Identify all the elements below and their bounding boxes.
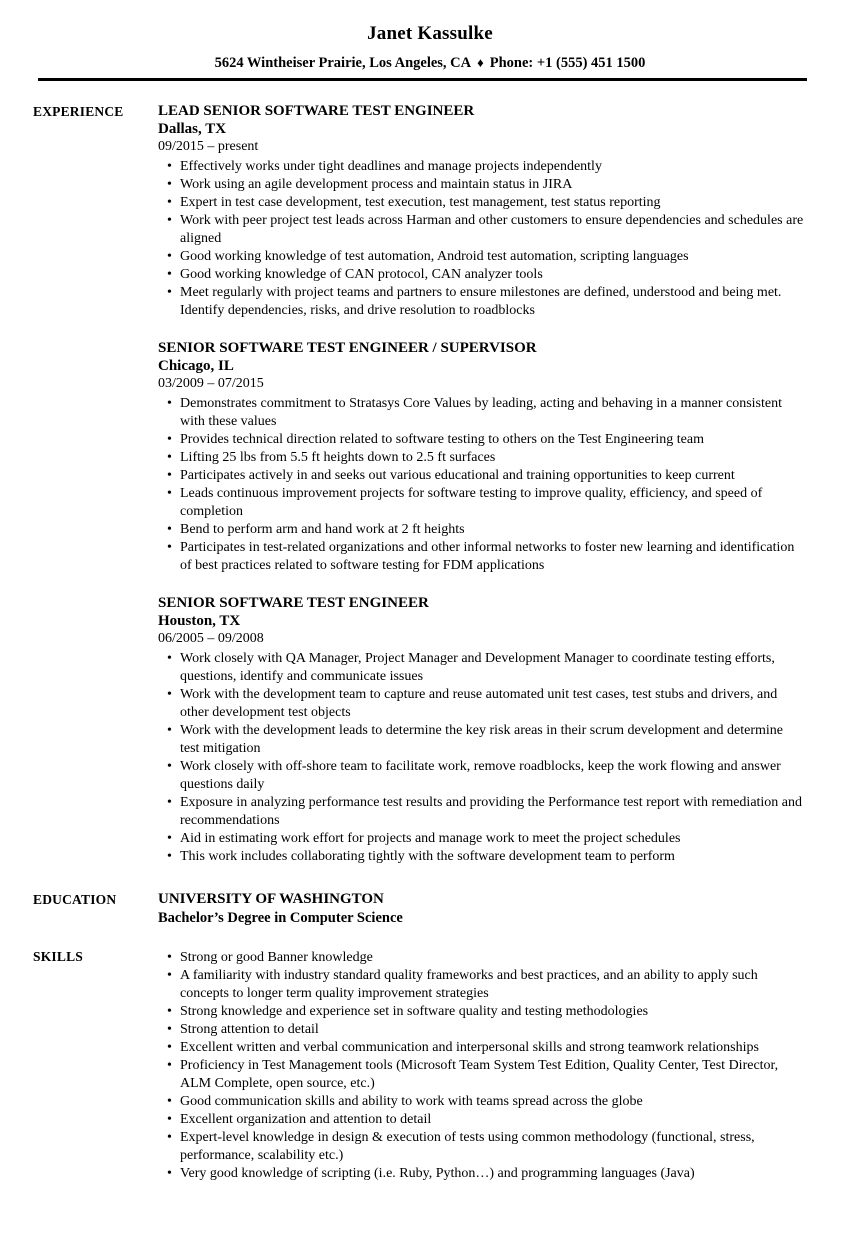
job-dates: 09/2015 – present xyxy=(158,139,259,154)
bullet-item: • Participates in test-related organizations and other informal networks to foster new learning and identification of best practices related to software testing for FDM applications xyxy=(180,539,805,575)
education-section xyxy=(33,890,805,928)
skills-section xyxy=(33,947,805,1183)
contact-line xyxy=(0,55,860,71)
contact-address: 5624 Wintheiser Prairie, Los Angeles, CA xyxy=(214,55,472,71)
header-divider xyxy=(38,78,807,81)
job-entry-2 xyxy=(158,339,805,575)
bullet-item: • Participates actively in and seeks out various educational and training opportunities to keep current xyxy=(180,467,805,485)
bullet-item: • Excellent written and verbal communication and interpersonal skills and strong teamwork relationships xyxy=(180,1039,805,1057)
job-bullet-list xyxy=(158,395,805,575)
bullet-item: • Exposure in analyzing performance test results and providing the Performance test report with remediation and recommendations xyxy=(180,794,805,830)
bullet-item: • Aid in estimating work effort for projects and manage work to meet the project schedules xyxy=(180,830,805,848)
bullet-item: • Strong attention to detail xyxy=(180,1021,805,1039)
bullet-item: • Very good knowledge of scripting (i.e. Ruby, Python…) and programming languages (Java) xyxy=(180,1165,805,1183)
bullet-item: • Demonstrates commitment to Stratasys Core Values by leading, acting and behaving in a manner consistent with these values xyxy=(180,395,805,431)
bullet-item: • Bend to perform arm and hand work at 2 ft heights xyxy=(180,521,805,539)
bullet-item: • This work includes collaborating tightly with the software development team to perform xyxy=(180,848,805,866)
degree-name: Bachelor’s Degree in Computer Science xyxy=(158,910,403,926)
bullet-item: • Work closely with QA Manager, Project Manager and Development Manager to coordinate testing efforts, questions, identify and communicate issues xyxy=(180,650,805,686)
bullet-item: • Good working knowledge of test automation, Android test automation, scripting languages xyxy=(180,248,805,266)
diamond-icon: ♦ xyxy=(477,55,484,70)
job-bullet-list xyxy=(158,158,805,320)
school-name: UNIVERSITY OF WASHINGTON xyxy=(158,891,384,907)
job-title: SENIOR SOFTWARE TEST ENGINEER xyxy=(158,595,429,611)
job-location: Houston, TX xyxy=(158,613,241,629)
job-entry-1 xyxy=(158,102,805,320)
bullet-item: • A familiarity with industry standard quality frameworks and best practices, and an ability to apply such concepts to longer term quality improvement strategies xyxy=(180,967,805,1003)
bullet-item: • Expert in test case development, test execution, test management, test status reporting xyxy=(180,194,805,212)
skills-bullet-list xyxy=(158,949,805,1183)
bullet-item: • Provides technical direction related to software testing to others on the Test Engineering team xyxy=(180,431,805,449)
job-dates: 06/2005 – 09/2008 xyxy=(158,631,264,646)
bullet-item: • Good communication skills and ability to work with teams spread across the globe xyxy=(180,1093,805,1111)
bullet-item: • Work with the development leads to determine the key risk areas in their scrum development and determine test mitigation xyxy=(180,722,805,758)
bullet-item: • Strong knowledge and experience set in software quality and testing methodologies xyxy=(180,1003,805,1021)
bullet-item: • Proficiency in Test Management tools (Microsoft Team System Test Edition, Quality Center, Test Director, ALM Complete, open source, etc.) xyxy=(180,1057,805,1093)
bullet-item: • Leads continuous improvement projects for software testing to improve quality, efficiency, and speed of completion xyxy=(180,485,805,521)
bullet-item: • Work with the development team to capture and reuse automated unit test cases, test stubs and drivers, and other development test objects xyxy=(180,686,805,722)
bullet-item: • Lifting 25 lbs from 5.5 ft heights down to 2.5 ft surfaces xyxy=(180,449,805,467)
resume-header xyxy=(0,0,860,71)
bullet-item: • Work with peer project test leads across Harman and other customers to ensure dependencies and schedules are aligned xyxy=(180,212,805,248)
education-content xyxy=(158,890,805,928)
skills-content xyxy=(158,947,805,1183)
bullet-item: • Work closely with off-shore team to facilitate work, remove roadblocks, keep the work flowing and answer questions daily xyxy=(180,758,805,794)
job-dates: 03/2009 – 07/2015 xyxy=(158,376,264,391)
job-location: Chicago, IL xyxy=(158,358,234,374)
section-label-skills: SKILLS xyxy=(33,949,83,964)
bullet-item: • Meet regularly with project teams and partners to ensure milestones are defined, understood and being met. Identify dependencies, risks, and drive resolution to roadblocks xyxy=(180,284,805,320)
page-title: Janet Kassulke xyxy=(367,23,493,44)
section-label-education: EDUCATION xyxy=(33,892,117,907)
job-bullet-list xyxy=(158,650,805,866)
resume-body xyxy=(33,102,805,1183)
bullet-item: • Expert-level knowledge in design & execution of tests using common methodology (functional, stress, performance, scalability etc.) xyxy=(180,1129,805,1165)
bullet-item: • Strong or good Banner knowledge xyxy=(180,949,805,967)
job-location: Dallas, TX xyxy=(158,121,227,137)
bullet-item: • Good working knowledge of CAN protocol, CAN analyzer tools xyxy=(180,266,805,284)
experience-section xyxy=(33,102,805,866)
bullet-item: • Effectively works under tight deadlines and manage projects independently xyxy=(180,158,805,176)
section-label-experience: EXPERIENCE xyxy=(33,104,124,119)
bullet-item: • Work using an agile development process and maintain status in JIRA xyxy=(180,176,805,194)
bullet-item: • Excellent organization and attention to detail xyxy=(180,1111,805,1129)
job-entry-3 xyxy=(158,594,805,866)
job-title: SENIOR SOFTWARE TEST ENGINEER / SUPERVISOR xyxy=(158,340,537,356)
contact-phone: Phone: +1 (555) 451 1500 xyxy=(489,55,646,71)
experience-content xyxy=(158,102,805,866)
job-title: LEAD SENIOR SOFTWARE TEST ENGINEER xyxy=(158,103,475,119)
